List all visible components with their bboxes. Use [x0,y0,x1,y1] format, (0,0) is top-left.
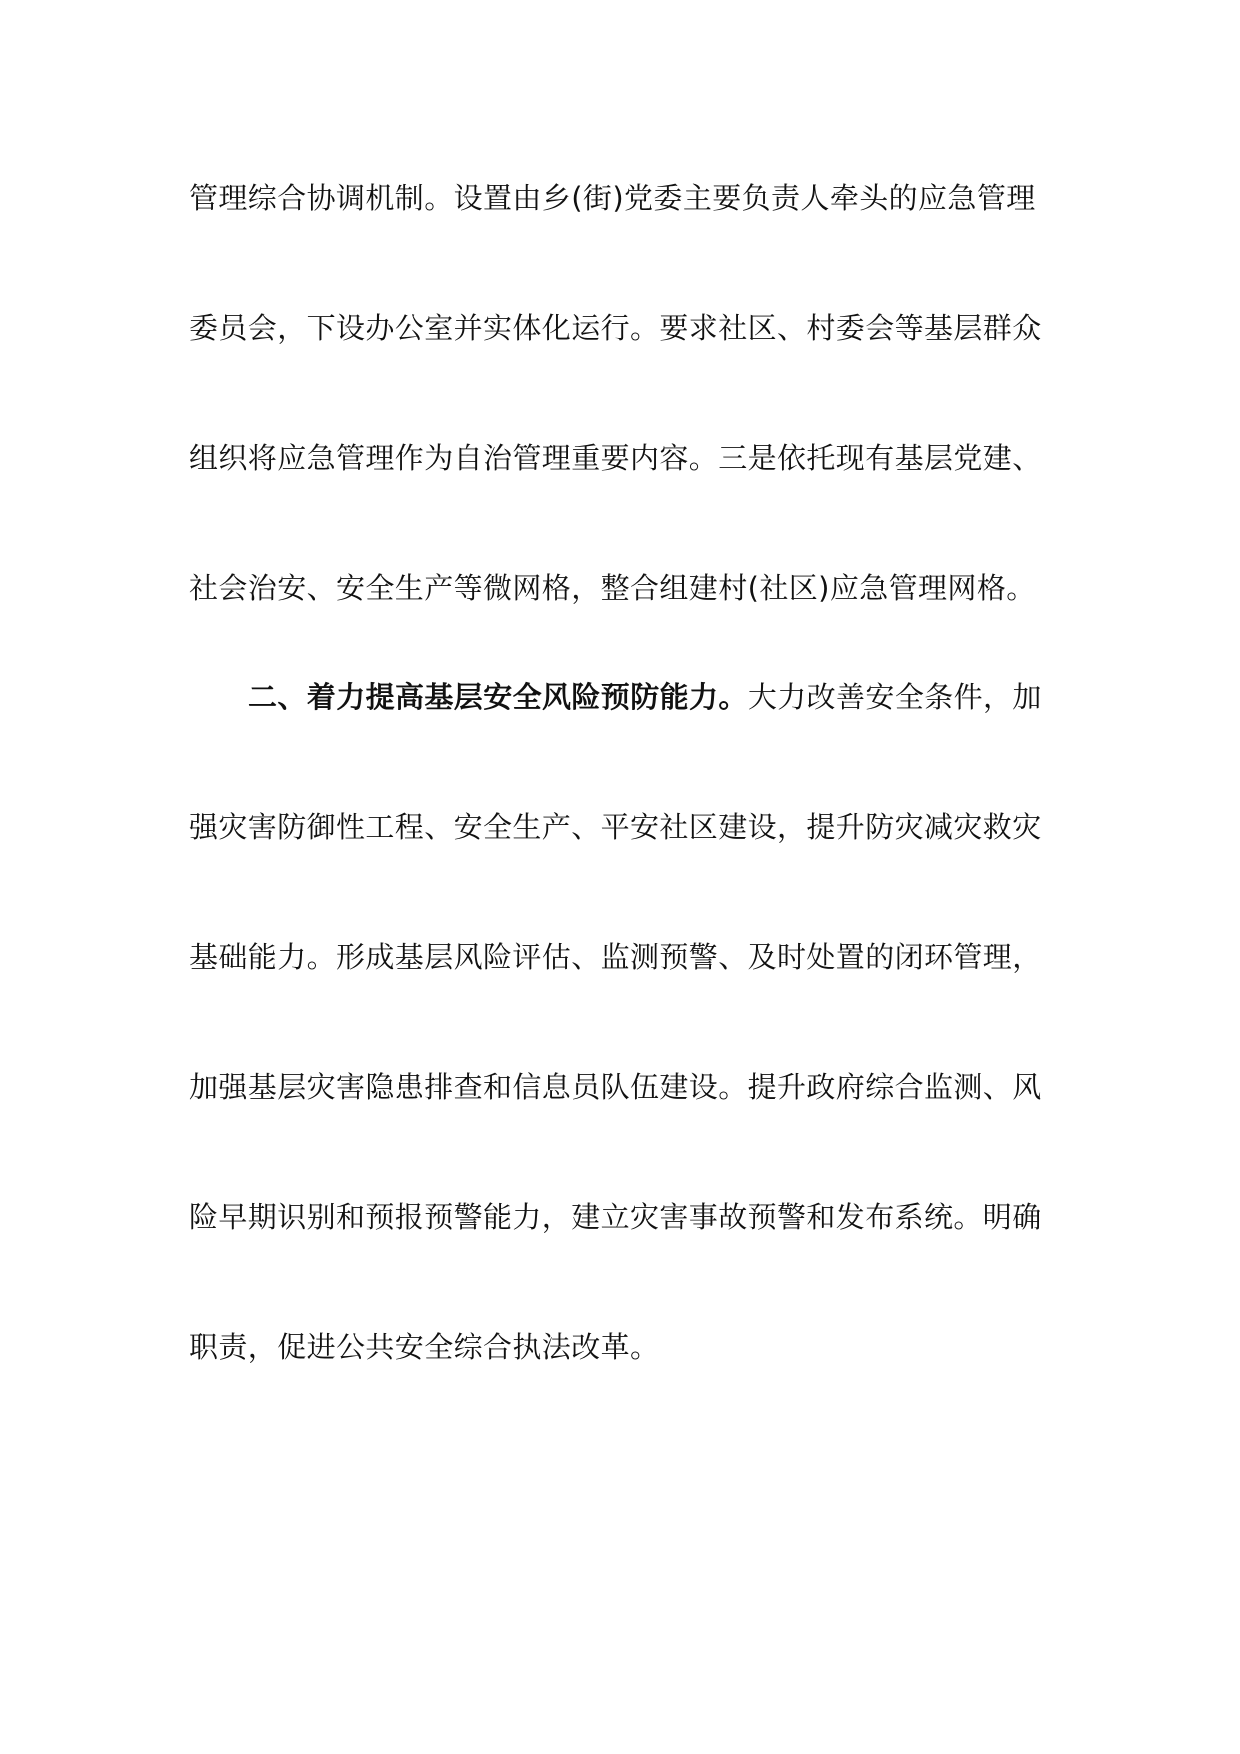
paragraph2-line-4: 加强基层灾害隐患排查和信息员队伍建设。提升政府综合监测、风 [189,1070,1042,1104]
paragraph2-line-6: 职责，促进公共安全综合执法改革。 [189,1330,660,1364]
paragraph2-first-line-rest: 大力改善安全条件，加 [747,680,1042,714]
paragraph2-first-line [248,677,1049,717]
paragraph1-line-1: 管理综合协调机制。设置由乡(街)党委主要负责人牵头的应急管理 [189,181,1036,215]
paragraph2-line-3: 基础能力。形成基层风险评估、监测预警、及时处置的闭环管理， [189,940,1042,974]
paragraph1-line-2: 委员会，下设办公室并实体化运行。要求社区、村委会等基层群众 [189,311,1042,345]
section-heading: 二、着力提高基层安全风险预防能力。 [248,680,748,714]
paragraph2-line-5: 险早期识别和预报预警能力，建立灾害事故预警和发布系统。明确 [189,1200,1042,1234]
paragraph2-line-2: 强灾害防御性工程、安全生产、平安社区建设，提升防灾减灾救灾 [189,810,1042,844]
paragraph1-line-3: 组织将应急管理作为自治管理重要内容。三是依托现有基层党建、 [189,441,1042,475]
paragraph1-line-4: 社会治安、安全生产等微网格，整合组建村(社区)应急管理网格。 [189,571,1036,605]
